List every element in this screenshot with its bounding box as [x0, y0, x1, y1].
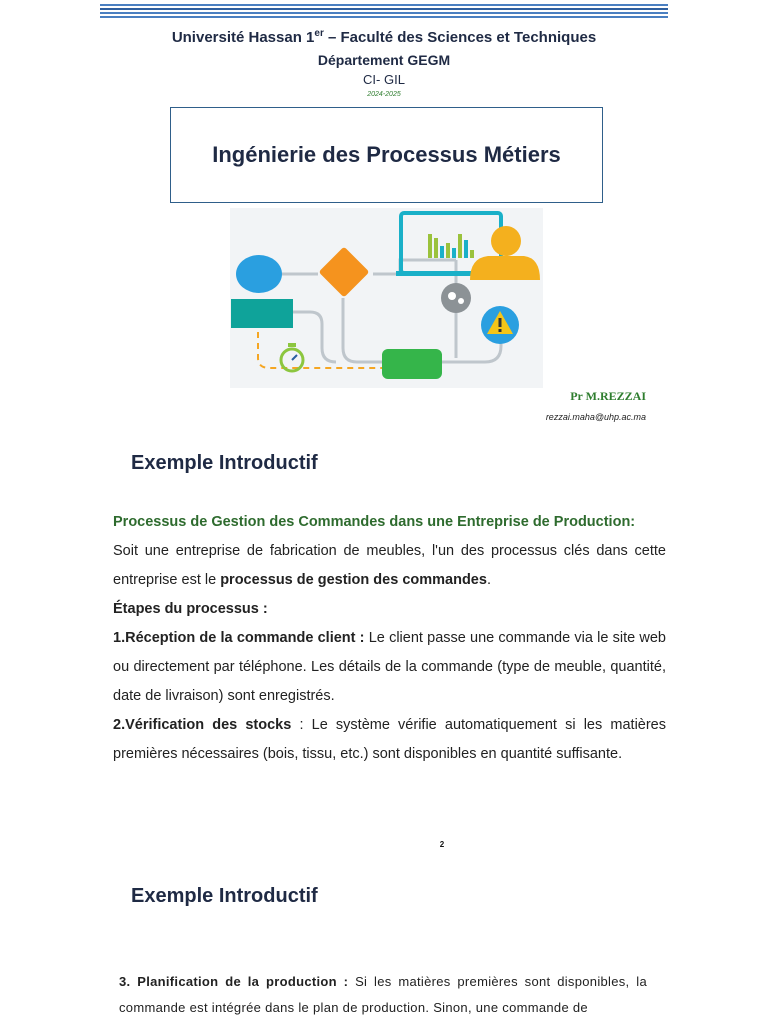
gear-icon: [441, 283, 471, 313]
decision-diamond-icon: [319, 247, 370, 298]
intro-paragraph: Soit une entreprise de fabrication de meubles, l'un des processus clés dans cette entreprise est le processus de gestion des commandes.: [113, 543, 666, 588]
header-stripes: [100, 4, 668, 22]
user-avatar-icon: [470, 226, 540, 280]
department: Département GEGM: [317, 52, 451, 68]
step-1: 1.Réception de la commande client : Le client passe une commande via le site web ou directement par téléphone. Les détails de la commande (type de meuble, quantité, date de livraison) sont enregistrés.: [113, 630, 666, 704]
university-title: Université Hassan 1er – Faculté des Sciences et Techniques: [171, 28, 597, 46]
section-heading-2: Exemple Introductif: [131, 885, 318, 907]
end-node-icon: [382, 349, 442, 379]
program: CI- GIL: [363, 72, 405, 87]
stopwatch-icon: [281, 343, 303, 371]
course-title: Ingénierie des Processus Métiers: [170, 107, 603, 203]
start-node-icon: [236, 255, 282, 293]
author-name: Pr M.REZZAI: [570, 389, 646, 403]
author-email: rezzai.maha@uhp.ac.ma: [545, 412, 646, 422]
section-body: [113, 508, 666, 769]
steps-heading: Étapes du processus :: [113, 601, 268, 617]
page-number: 2: [439, 840, 445, 849]
process-title: Processus de Gestion des Commandes dans une Entreprise de Production:: [113, 514, 636, 530]
step-3: 3. Planification de la production : Si les matières premières sont disponibles, la commande est intégrée dans le plan de production. Sinon, une commande de: [119, 974, 647, 1015]
warning-icon: [481, 306, 519, 344]
academic-year: 2024-2025: [367, 91, 401, 98]
task-box-icon: [231, 299, 293, 328]
process-illustration: [230, 208, 543, 388]
section-heading: Exemple Introductif: [131, 452, 318, 474]
step-2: 2.Vérification des stocks : Le système vérifie automatiquement si les matières premières nécessaires (bois, tissu, etc.) sont disponibles en quantité suffisante.: [113, 717, 666, 762]
